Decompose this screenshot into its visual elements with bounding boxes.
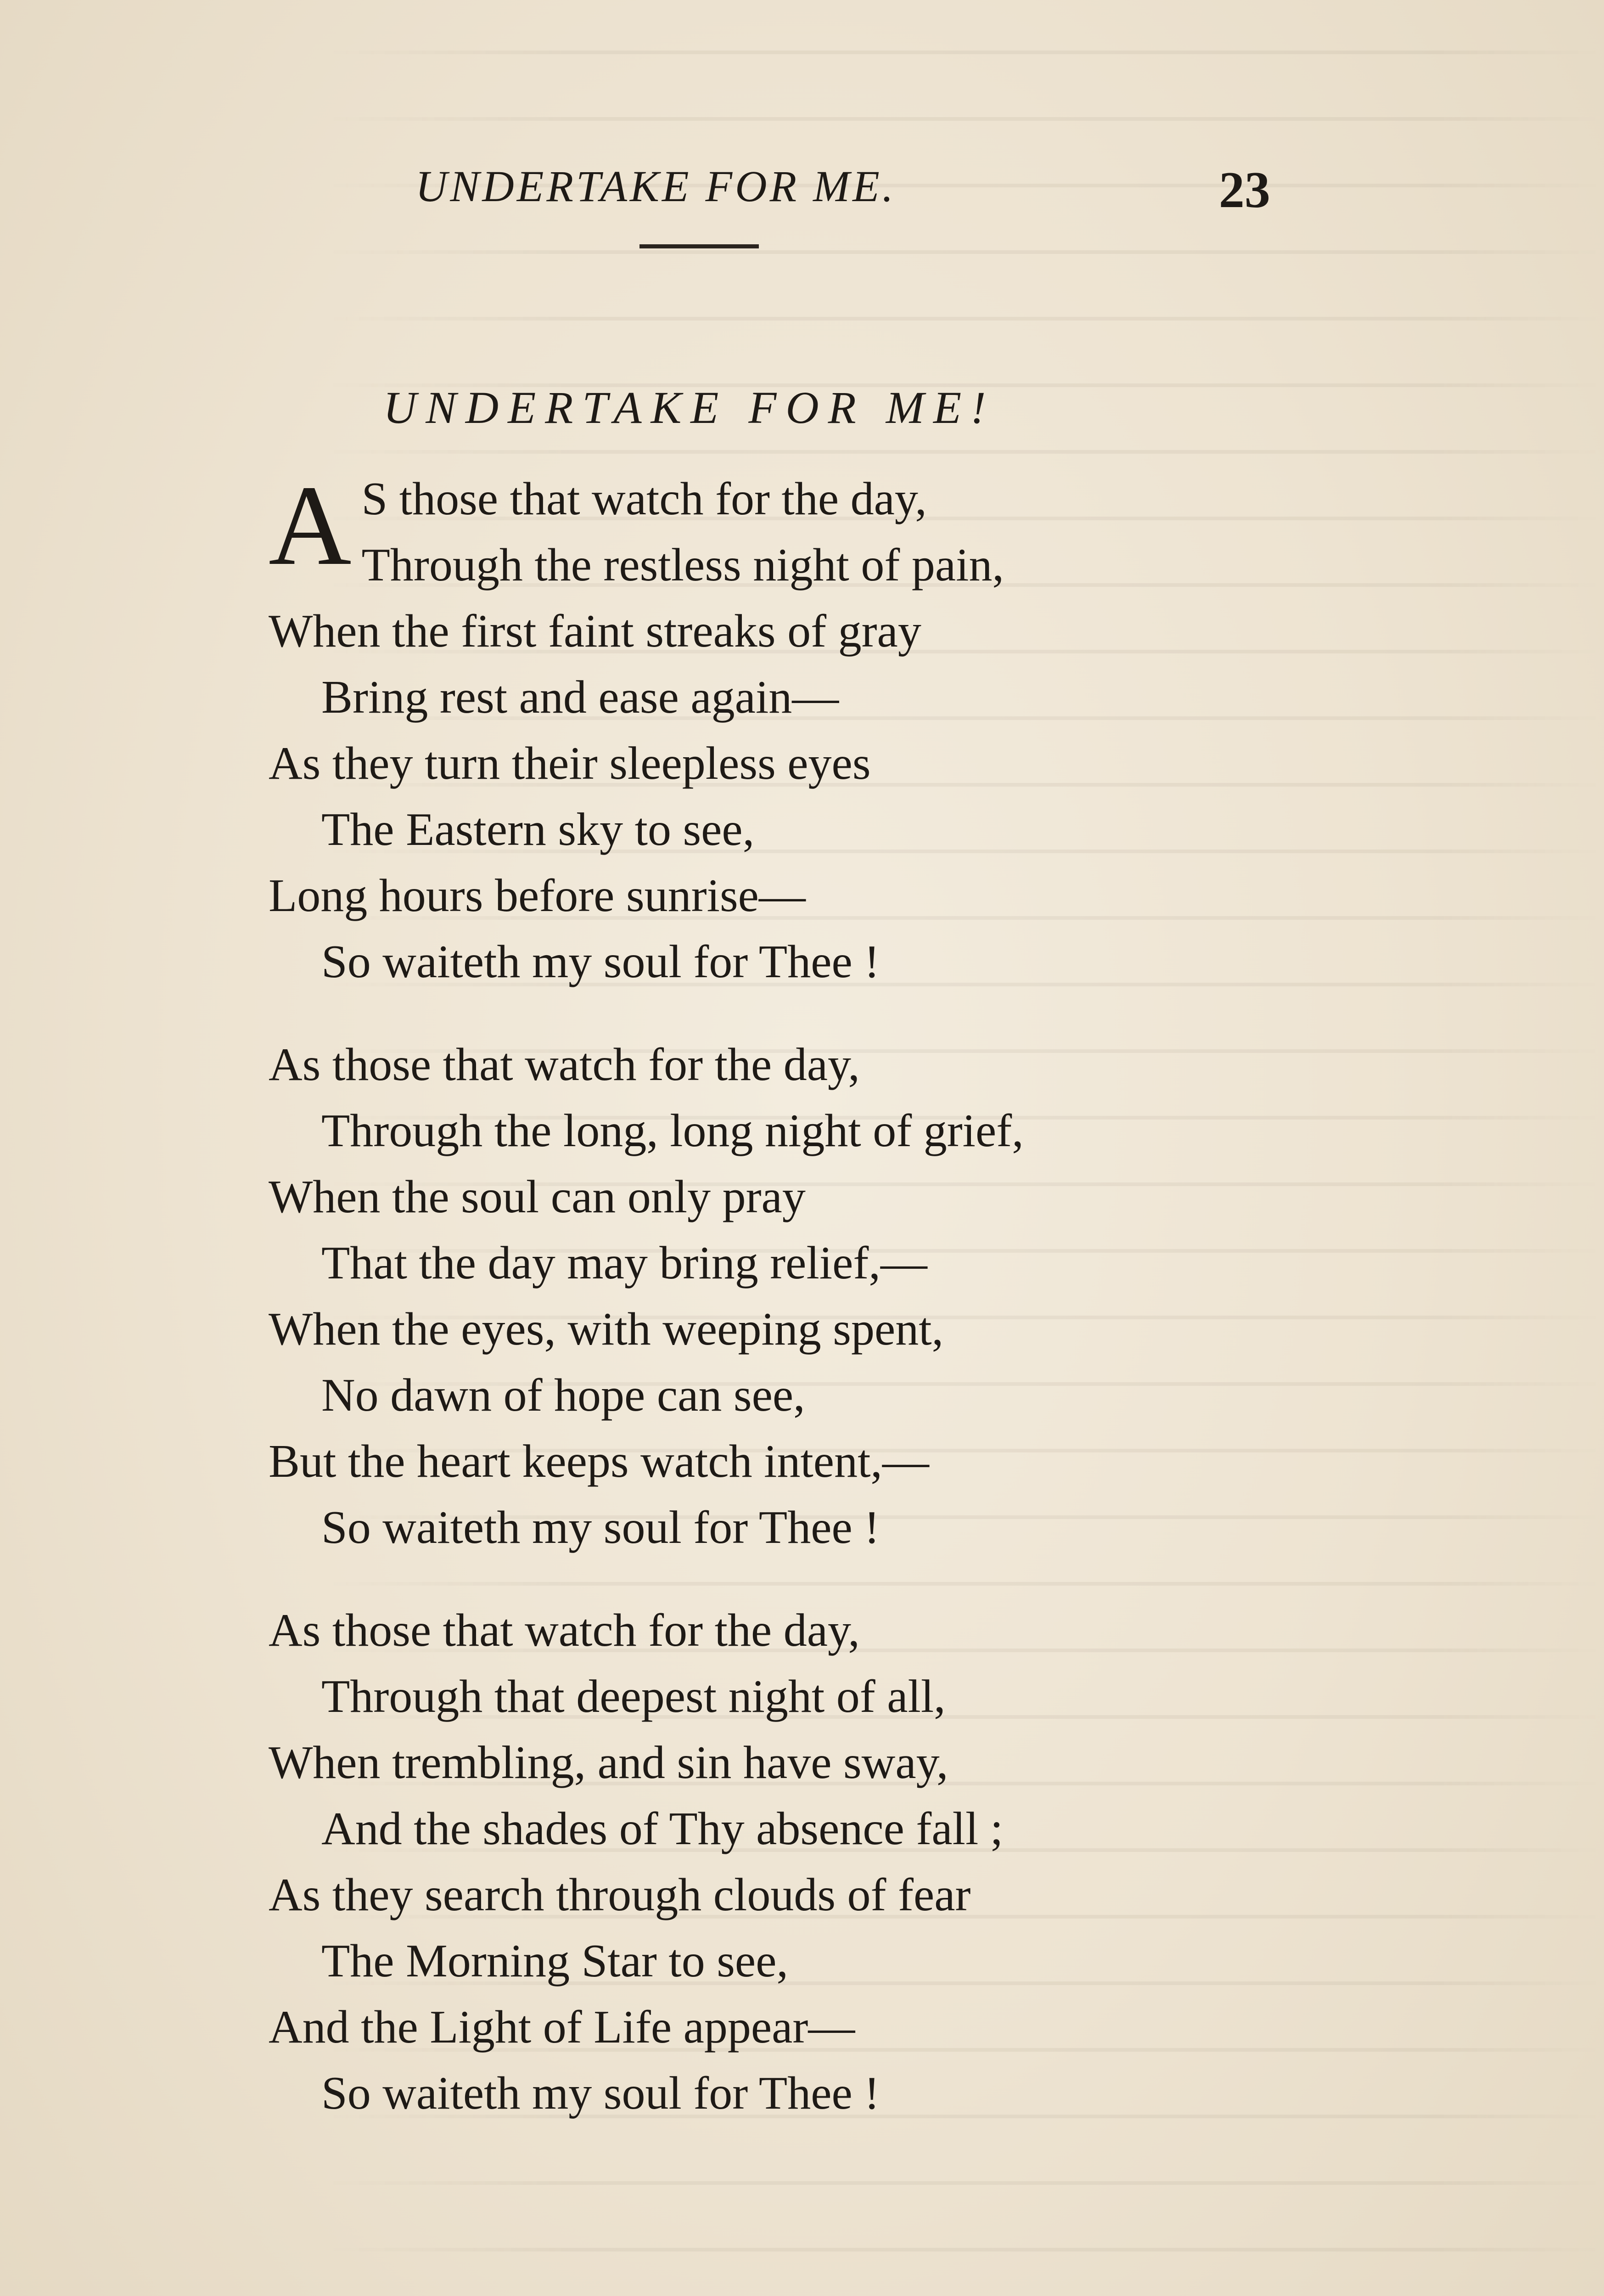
stanza-3 xyxy=(269,1598,1370,2127)
poem-line: And the Light of Life appear— xyxy=(269,2001,855,2053)
poem-line: Through that deepest night of all, xyxy=(321,1671,946,1722)
poem-line: And the shades of Thy absence fall ; xyxy=(321,1803,1004,1855)
stanza-2 xyxy=(269,1032,1370,1561)
running-head: UNDERTAKE FOR ME. xyxy=(415,162,896,211)
stanza-1 xyxy=(269,462,1370,995)
poem-line: So waiteth my soul for Thee ! xyxy=(321,2067,880,2119)
poem-line: When the soul can only pray xyxy=(269,1171,806,1223)
poem-line: When the first faint streaks of gray xyxy=(269,605,921,657)
poem-line: So waiteth my soul for Thee ! xyxy=(321,1502,880,1553)
page-number: 23 xyxy=(1219,162,1270,219)
poem-line: Bring rest and ease again— xyxy=(321,671,839,723)
poem-title: UNDERTAKE FOR ME! xyxy=(383,382,995,433)
poem-line: So waiteth my soul for Thee ! xyxy=(321,936,880,988)
poem-line: The Morning Star to see, xyxy=(321,1935,788,1987)
poem-line: But the heart keeps watch intent,— xyxy=(269,1435,929,1487)
poem-line: Through the restless night of pain, xyxy=(361,539,1004,591)
poem-line: As they search through clouds of fear xyxy=(269,1869,971,1921)
poem-line: When trembling, and sin have sway, xyxy=(269,1737,948,1789)
poem-line: Long hours before sunrise— xyxy=(269,870,806,922)
poem-line: Through the long, long night of grief, xyxy=(321,1105,1024,1157)
poem-line: When the eyes, with weeping spent, xyxy=(269,1303,944,1355)
poem-line: As those that watch for the day, xyxy=(269,1039,860,1091)
poem-body xyxy=(269,462,1370,2163)
poem-line: No dawn of hope can see, xyxy=(321,1369,805,1421)
poem-line: That the day may bring relief,— xyxy=(321,1237,927,1289)
poem-line: As those that watch for the day, xyxy=(269,1604,860,1656)
header-rule xyxy=(639,244,759,248)
drop-cap: A xyxy=(269,462,352,589)
poem-line: The Eastern sky to see, xyxy=(321,804,755,855)
poem-line: S those that watch for the day, xyxy=(361,473,927,525)
poem-line: As they turn their sleepless eyes xyxy=(269,737,871,789)
